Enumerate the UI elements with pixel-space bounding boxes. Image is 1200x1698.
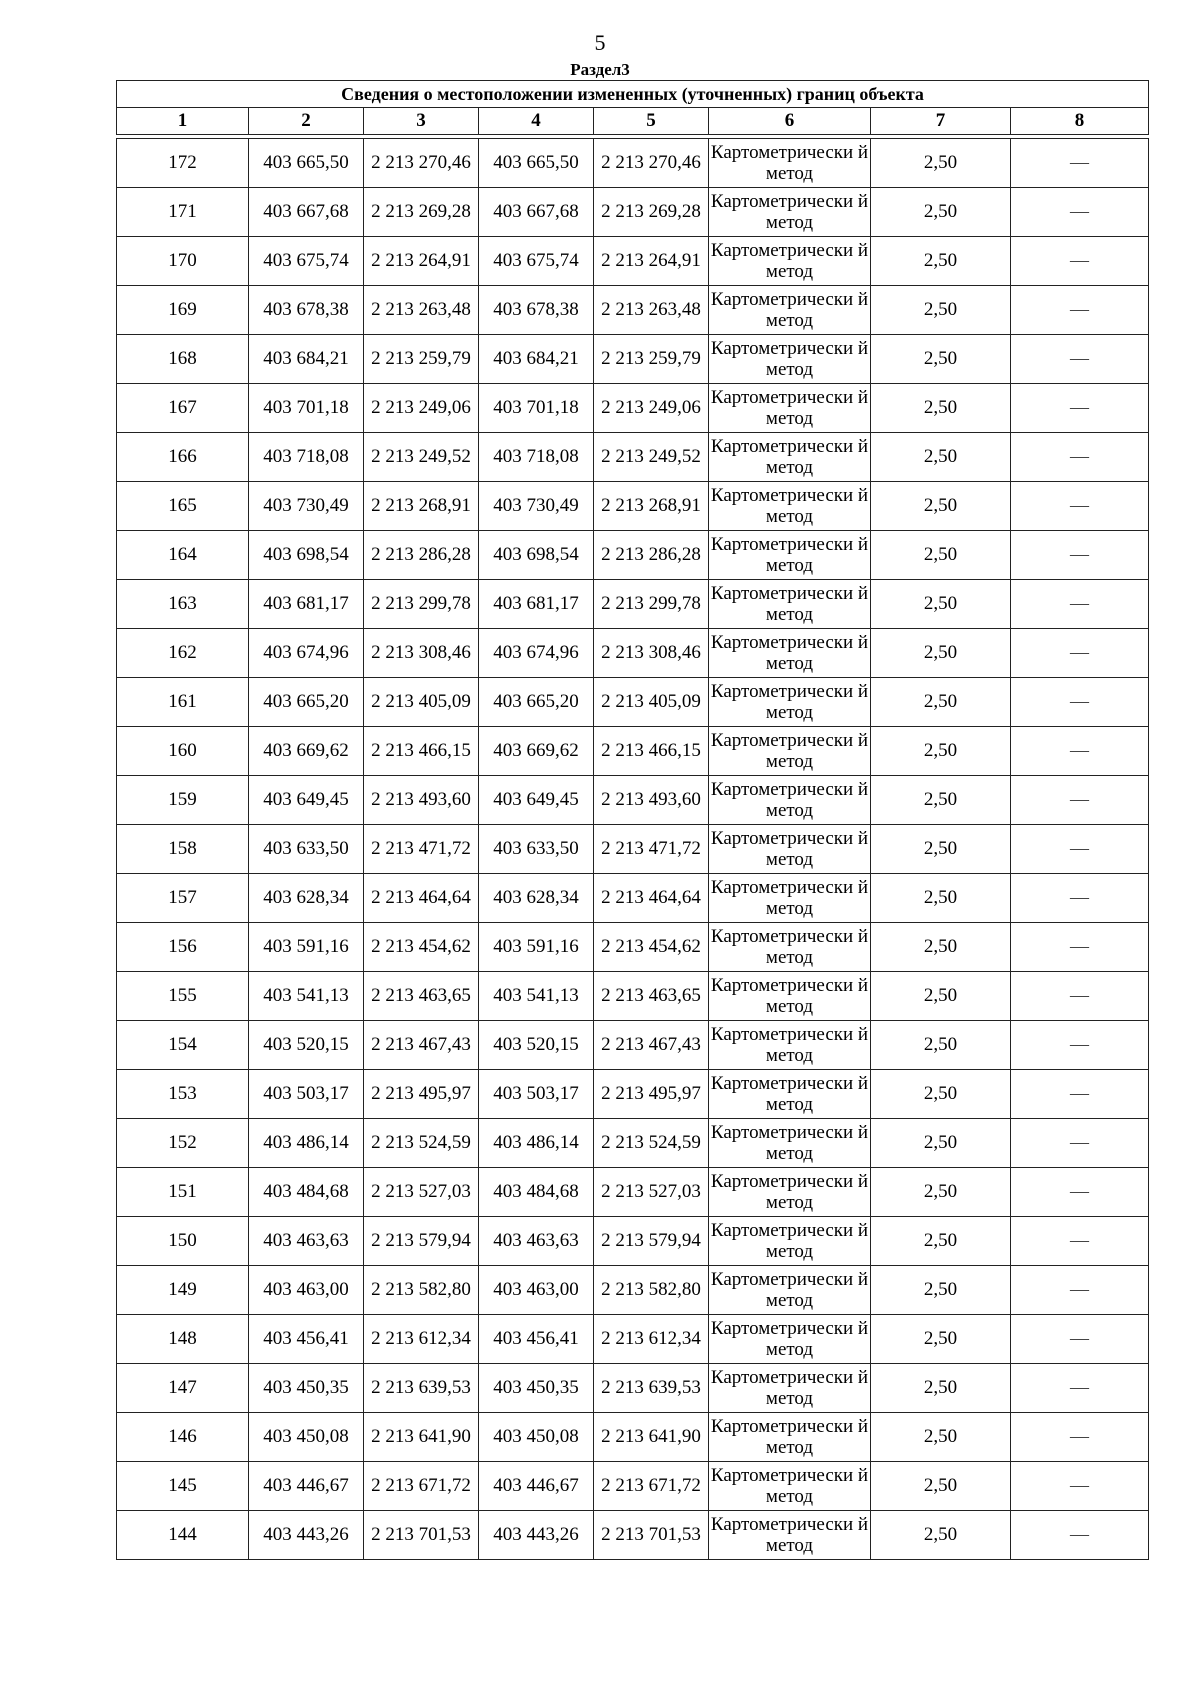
table-cell: 2 213 495,97 [364,1070,479,1119]
table-cell: Картометрически й метод [709,531,871,580]
table-cell: 2,50 [871,531,1011,580]
table-cell: 168 [117,335,249,384]
table-cell: — [1011,923,1149,972]
page-number: 5 [594,30,606,55]
table-cell: — [1011,335,1149,384]
table-cell: 2,50 [871,874,1011,923]
table-cell: Картометрически й метод [709,335,871,384]
table-cell: 2,50 [871,580,1011,629]
table-cell: — [1011,482,1149,531]
table-cell: 2 213 268,91 [364,482,479,531]
table-cell: 2,50 [871,139,1011,188]
table-cell: 403 591,16 [479,923,594,972]
column-header: 4 [479,108,594,135]
table-cell: 2 213 269,28 [364,188,479,237]
table-cell: 2 213 495,97 [594,1070,709,1119]
table-cell: — [1011,1364,1149,1413]
table-cell: 2,50 [871,1413,1011,1462]
table-cell: 403 681,17 [249,580,364,629]
table-cell: 403 484,68 [249,1168,364,1217]
table-row [117,923,1149,972]
table-row [117,433,1149,482]
table-cell: 152 [117,1119,249,1168]
table-cell: Картометрически й метод [709,972,871,1021]
table-cell: Картометрически й метод [709,433,871,482]
table-cell: 2 213 308,46 [594,629,709,678]
table-cell: 403 718,08 [249,433,364,482]
table-cell: 2 213 463,65 [594,972,709,1021]
table-cell: 403 520,15 [479,1021,594,1070]
table-cell: 403 701,18 [249,384,364,433]
table-cell: — [1011,1266,1149,1315]
table-cell: 2,50 [871,1364,1011,1413]
table-row [117,1217,1149,1266]
table-cell: — [1011,1462,1149,1511]
table-cell: 167 [117,384,249,433]
table-cell: 2,50 [871,923,1011,972]
column-header: 7 [871,108,1011,135]
table-cell: 2,50 [871,1070,1011,1119]
table-cell: — [1011,874,1149,923]
table-cell: 2 213 639,53 [594,1364,709,1413]
table-cell: 2 213 249,52 [594,433,709,482]
table-cell: 158 [117,825,249,874]
table-cell: 2,50 [871,188,1011,237]
table-cell: 2 213 268,91 [594,482,709,531]
table-cell: 2 213 249,06 [364,384,479,433]
table-row [117,776,1149,825]
table-cell: 2 213 454,62 [364,923,479,972]
column-header: 1 [117,108,249,135]
table-cell: 403 701,18 [479,384,594,433]
table-cell: — [1011,1070,1149,1119]
table-cell: 2 213 286,28 [364,531,479,580]
table-cell: 2,50 [871,1119,1011,1168]
table-cell: 403 456,41 [249,1315,364,1364]
table-cell: 2 213 259,79 [594,335,709,384]
table-cell: 160 [117,727,249,776]
table-row [117,678,1149,727]
table-cell: 403 678,38 [249,286,364,335]
table-cell: 2 213 308,46 [364,629,479,678]
table-row [117,1315,1149,1364]
table-row [117,1511,1149,1560]
table-cell: 2 213 405,09 [364,678,479,727]
table-row [117,580,1149,629]
table-cell: 2 213 467,43 [594,1021,709,1070]
table-cell: 403 665,20 [249,678,364,727]
table-cell: 403 443,26 [249,1511,364,1560]
table-cell: 2,50 [871,825,1011,874]
table-cell: 2,50 [871,1315,1011,1364]
table-cell: 403 678,38 [479,286,594,335]
table-row [117,237,1149,286]
table-cell: 2 213 464,64 [594,874,709,923]
table-cell: Картометрически й метод [709,1315,871,1364]
table-cell: 2 213 493,60 [594,776,709,825]
table-cell: Картометрически й метод [709,237,871,286]
table-cell: 2,50 [871,972,1011,1021]
table-cell: 2,50 [871,727,1011,776]
table-cell: Картометрически й метод [709,384,871,433]
table-cell: Картометрически й метод [709,1168,871,1217]
table-row [117,335,1149,384]
table-cell: — [1011,188,1149,237]
table-cell: 403 628,34 [249,874,364,923]
table-cell: 144 [117,1511,249,1560]
table-cell: — [1011,727,1149,776]
table-cell: — [1011,678,1149,727]
table-cell: 403 698,54 [479,531,594,580]
table-cell: 403 463,63 [479,1217,594,1266]
coordinates-table [116,80,1149,1560]
table-cell: 155 [117,972,249,1021]
table-cell: 157 [117,874,249,923]
table-cell: 153 [117,1070,249,1119]
table-cell: Картометрически й метод [709,1364,871,1413]
table-cell: 403 628,34 [479,874,594,923]
table-cell: — [1011,580,1149,629]
table-cell: 403 456,41 [479,1315,594,1364]
table-cell: 149 [117,1266,249,1315]
table-row [117,1119,1149,1168]
table-cell: — [1011,286,1149,335]
table-cell: 403 450,35 [479,1364,594,1413]
table-cell: 2 213 641,90 [364,1413,479,1462]
table-cell: Картометрически й метод [709,629,871,678]
table-cell: 2 213 464,64 [364,874,479,923]
table-cell: 2,50 [871,286,1011,335]
table-cell: 403 730,49 [249,482,364,531]
table-cell: 2,50 [871,1266,1011,1315]
table-cell: Картометрически й метод [709,580,871,629]
table-cell: 2,50 [871,433,1011,482]
table-cell: 403 486,14 [479,1119,594,1168]
table-cell: 403 667,68 [249,188,364,237]
table-cell: Картометрически й метод [709,923,871,972]
table-row [117,629,1149,678]
table-cell: 2 213 701,53 [594,1511,709,1560]
table-cell: 147 [117,1364,249,1413]
table-cell: 2 213 269,28 [594,188,709,237]
table-cell: 403 669,62 [479,727,594,776]
table-row [117,1168,1149,1217]
table-caption: Сведения о местоположении измененных (уточненных) границ объекта [117,81,1149,108]
table-cell: 145 [117,1462,249,1511]
table-row [117,286,1149,335]
table-cell: 2,50 [871,678,1011,727]
table-row [117,874,1149,923]
table-cell: 2 213 612,34 [594,1315,709,1364]
table-cell: — [1011,1511,1149,1560]
table-cell: 150 [117,1217,249,1266]
table-cell: Картометрически й метод [709,678,871,727]
table-cell: — [1011,1168,1149,1217]
table-cell: Картометрически й метод [709,1413,871,1462]
table-cell: 403 541,13 [479,972,594,1021]
table-cell: 2 213 466,15 [364,727,479,776]
table-cell: 161 [117,678,249,727]
table-cell: 2 213 270,46 [594,139,709,188]
table-cell: — [1011,1413,1149,1462]
table-cell: 2 213 249,06 [594,384,709,433]
table-cell: 146 [117,1413,249,1462]
table-cell: Картометрически й метод [709,188,871,237]
table-cell: — [1011,1021,1149,1070]
table-cell: 2 213 524,59 [594,1119,709,1168]
table-cell: 403 463,00 [249,1266,364,1315]
table-cell: 403 446,67 [479,1462,594,1511]
table-cell: 403 667,68 [479,188,594,237]
column-header: 3 [364,108,479,135]
table-row [117,384,1149,433]
table-cell: — [1011,825,1149,874]
table-cell: — [1011,384,1149,433]
table-cell: — [1011,972,1149,1021]
table-cell: — [1011,629,1149,678]
table-cell: Картометрически й метод [709,139,871,188]
table-row [117,825,1149,874]
table-cell: Картометрически й метод [709,1462,871,1511]
column-header: 2 [249,108,364,135]
table-cell: 403 665,50 [249,139,364,188]
table-cell: 2,50 [871,1021,1011,1070]
table-cell: 148 [117,1315,249,1364]
table-cell: 2 213 582,80 [594,1266,709,1315]
table-cell: Картометрически й метод [709,727,871,776]
table-cell: 2 213 270,46 [364,139,479,188]
table-cell: 2,50 [871,335,1011,384]
table-row [117,1413,1149,1462]
table-cell: 403 520,15 [249,1021,364,1070]
table-cell: 403 450,08 [479,1413,594,1462]
table-cell: 403 698,54 [249,531,364,580]
table-cell: 170 [117,237,249,286]
table-cell: 2 213 264,91 [364,237,479,286]
table-cell: Картометрически й метод [709,825,871,874]
table-cell: 2,50 [871,384,1011,433]
table-row [117,727,1149,776]
table-cell: 2 213 701,53 [364,1511,479,1560]
table-row [117,531,1149,580]
table-cell: 2 213 467,43 [364,1021,479,1070]
table-cell: 2 213 579,94 [364,1217,479,1266]
table-cell: Картометрически й метод [709,1119,871,1168]
table-cell: 2 213 463,65 [364,972,479,1021]
table-row [117,139,1149,188]
table-cell: 2 213 405,09 [594,678,709,727]
table-cell: 162 [117,629,249,678]
table-cell: 2 213 471,72 [594,825,709,874]
column-header: 5 [594,108,709,135]
table-cell: 2 213 299,78 [364,580,479,629]
table-cell: 403 463,00 [479,1266,594,1315]
table-cell: — [1011,1315,1149,1364]
table-cell: — [1011,1217,1149,1266]
table-cell: 2 213 639,53 [364,1364,479,1413]
table-cell: 2 213 259,79 [364,335,479,384]
table-row [117,1364,1149,1413]
table-row [117,1462,1149,1511]
table-cell: 2 213 641,90 [594,1413,709,1462]
table-cell: Картометрически й метод [709,1511,871,1560]
table-cell: 2 213 671,72 [364,1462,479,1511]
table-cell: 2,50 [871,629,1011,678]
table-cell: 2 213 471,72 [364,825,479,874]
table-cell: 403 675,74 [249,237,364,286]
table-cell: — [1011,776,1149,825]
table-cell: 2,50 [871,776,1011,825]
section-title: Раздел3 [570,60,630,79]
table-cell: 2 213 612,34 [364,1315,479,1364]
table-cell: 403 675,74 [479,237,594,286]
table-cell: Картометрически й метод [709,482,871,531]
table-cell: Картометрически й метод [709,874,871,923]
table-cell: 403 681,17 [479,580,594,629]
table-cell: Картометрически й метод [709,776,871,825]
table-cell: 403 484,68 [479,1168,594,1217]
table-cell: 403 674,96 [249,629,364,678]
table-cell: 163 [117,580,249,629]
table-cell: 154 [117,1021,249,1070]
table-cell: 403 591,16 [249,923,364,972]
table-cell: 403 730,49 [479,482,594,531]
table-cell: 403 450,35 [249,1364,364,1413]
table-cell: 403 665,20 [479,678,594,727]
table-cell: 403 450,08 [249,1413,364,1462]
table-cell: 403 486,14 [249,1119,364,1168]
table-cell: 2 213 671,72 [594,1462,709,1511]
table-cell: Картометрически й метод [709,1217,871,1266]
table-cell: 2 213 527,03 [364,1168,479,1217]
table-cell: — [1011,1119,1149,1168]
table-cell: 2 213 582,80 [364,1266,479,1315]
table-cell: 159 [117,776,249,825]
table-cell: 403 669,62 [249,727,364,776]
table-cell: 2,50 [871,237,1011,286]
table-cell: 2 213 249,52 [364,433,479,482]
table-cell: 2 213 527,03 [594,1168,709,1217]
table-cell: 403 463,63 [249,1217,364,1266]
table-cell: 403 446,67 [249,1462,364,1511]
table-row [117,972,1149,1021]
table-cell: 403 674,96 [479,629,594,678]
table-cell: Картометрически й метод [709,1021,871,1070]
table-row [117,1070,1149,1119]
table-cell: 2 213 579,94 [594,1217,709,1266]
table-cell: 403 684,21 [249,335,364,384]
table-cell: 403 503,17 [479,1070,594,1119]
table-cell: 2,50 [871,1511,1011,1560]
table-cell: 403 665,50 [479,139,594,188]
table-cell: 403 649,45 [479,776,594,825]
table-cell: 156 [117,923,249,972]
table-cell: 403 633,50 [479,825,594,874]
table-cell: 403 503,17 [249,1070,364,1119]
table-cell: 165 [117,482,249,531]
table-cell: — [1011,237,1149,286]
table-cell: 403 718,08 [479,433,594,482]
table-cell: 172 [117,139,249,188]
table-cell: 2 213 493,60 [364,776,479,825]
table-cell: 166 [117,433,249,482]
table-cell: 2 213 454,62 [594,923,709,972]
table-cell: 2 213 263,48 [364,286,479,335]
table-cell: 2 213 299,78 [594,580,709,629]
table-cell: 403 541,13 [249,972,364,1021]
table-cell: 2,50 [871,1217,1011,1266]
column-header: 6 [709,108,871,135]
table-cell: 164 [117,531,249,580]
table-cell: Картометрически й метод [709,1070,871,1119]
table-cell: 2,50 [871,482,1011,531]
table-cell: 2 213 264,91 [594,237,709,286]
table-cell: 2,50 [871,1168,1011,1217]
table-cell: 2 213 524,59 [364,1119,479,1168]
table-cell: 403 633,50 [249,825,364,874]
table-cell: 2 213 466,15 [594,727,709,776]
table-cell: 403 684,21 [479,335,594,384]
table-cell: 171 [117,188,249,237]
table-cell: Картометрически й метод [709,286,871,335]
table-cell: — [1011,531,1149,580]
table-row [117,1266,1149,1315]
table-cell: Картометрически й метод [709,1266,871,1315]
table-cell: 403 443,26 [479,1511,594,1560]
table-cell: — [1011,139,1149,188]
table-cell: — [1011,433,1149,482]
table-cell: 2 213 286,28 [594,531,709,580]
table-cell: 151 [117,1168,249,1217]
table-cell: 2,50 [871,1462,1011,1511]
table-cell: 403 649,45 [249,776,364,825]
table-row [117,1021,1149,1070]
table-row [117,482,1149,531]
table-row [117,188,1149,237]
table-cell: 169 [117,286,249,335]
table-cell: 2 213 263,48 [594,286,709,335]
column-header: 8 [1011,108,1149,135]
